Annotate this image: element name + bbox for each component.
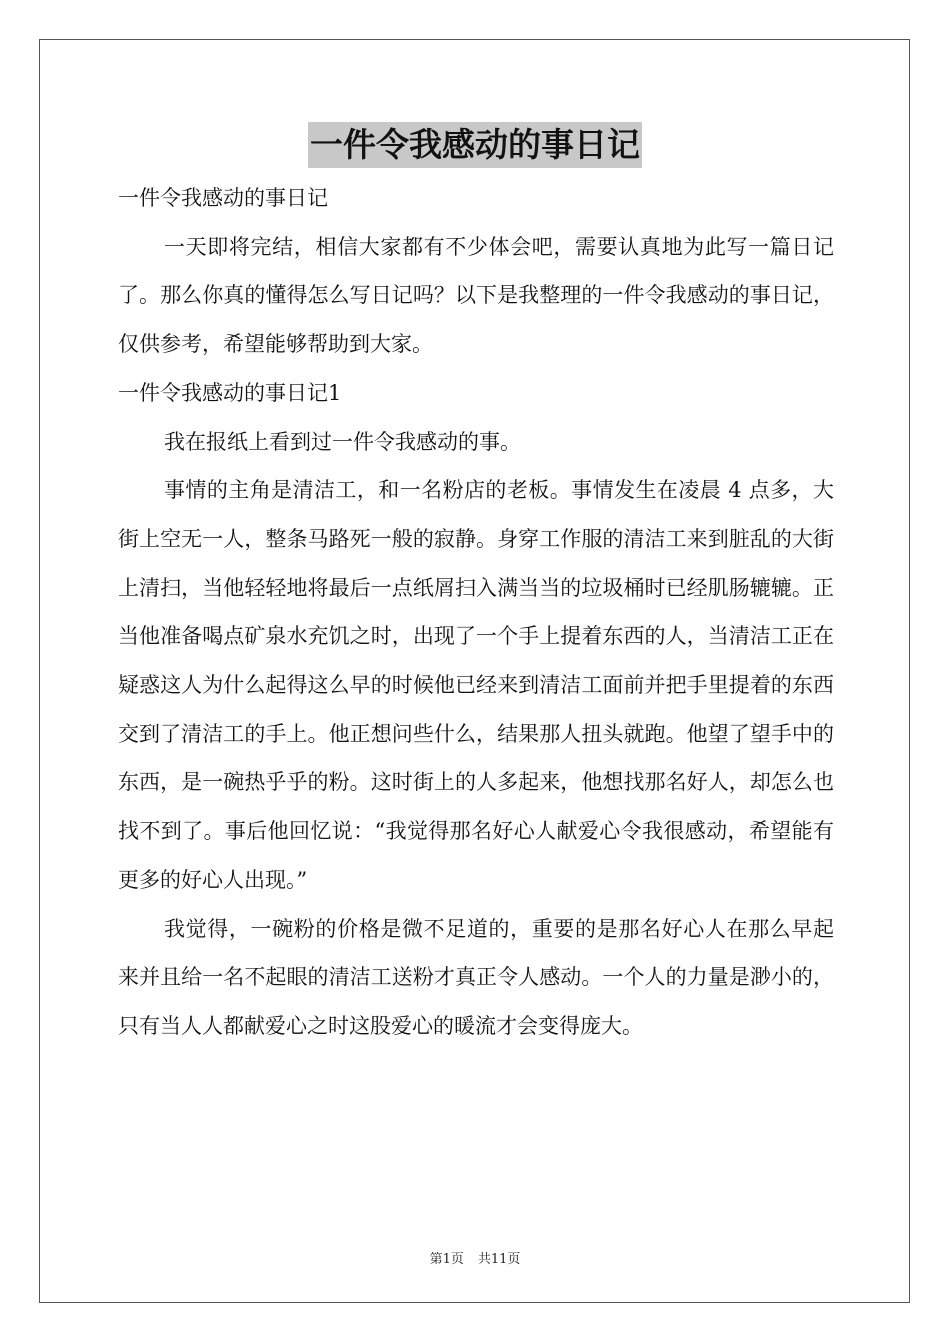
- document-body: [118, 174, 834, 1051]
- paragraph: 一天即将完结，相信大家都有不少体会吧，需要认真地为此写一篇日记了。那么你真的懂得怎么写日记吗？以下是我整理的一件令我感动的事日记，仅供参考，希望能够帮助到大家。: [118, 234, 834, 357]
- document-title: 一件令我感动的事日记: [308, 122, 642, 168]
- paragraph: 一件令我感动的事日记: [118, 186, 328, 210]
- page-number: 第1页: [429, 1252, 464, 1267]
- paragraph: 我在报纸上看到过一件令我感动的事。: [164, 429, 521, 454]
- page-total: 共11页: [477, 1252, 521, 1267]
- paragraph: 事情的主角是清洁工，和一名粉店的老板。事情发生在凌晨 4 点多，大街上空无一人，整条马路死一般的寂静。身穿工作服的清洁工来到脏乱的大街上清扫，当他轻轻地将最后一点纸屑扫入满当当的垃圾桶时已经肌肠辘辘。正当他准备喝点矿泉水充饥之时，出现了一个手上提着东西的人，当清洁工正在疑惑这人为什么起得这么早的时候他已经来到清洁工面前并把手里提着的东西交到了清洁工的手上。他正想问些什么，结果那人扭头就跑。他望了望手中的东西，是一碗热乎乎的粉。这时街上的人多起来，他想找那名好人，却怎么也找不到了。事后他回忆说：“我觉得那名好心人献爱心令我很感动，希望能有更多的好心人出现。”: [118, 478, 834, 892]
- paragraph: 一件令我感动的事日记1: [118, 380, 342, 405]
- paragraph: 我觉得，一碗粉的价格是微不足道的，重要的是那名好心人在那么早起来并且给一名不起眼的清洁工送粉才真正令人感动。一个人的力量是渺小的，只有当人人都献爱心之时这股爱心的暖流才会变得庞大。: [118, 916, 834, 1038]
- title-container: [0, 122, 950, 168]
- page-footer: [0, 1248, 950, 1267]
